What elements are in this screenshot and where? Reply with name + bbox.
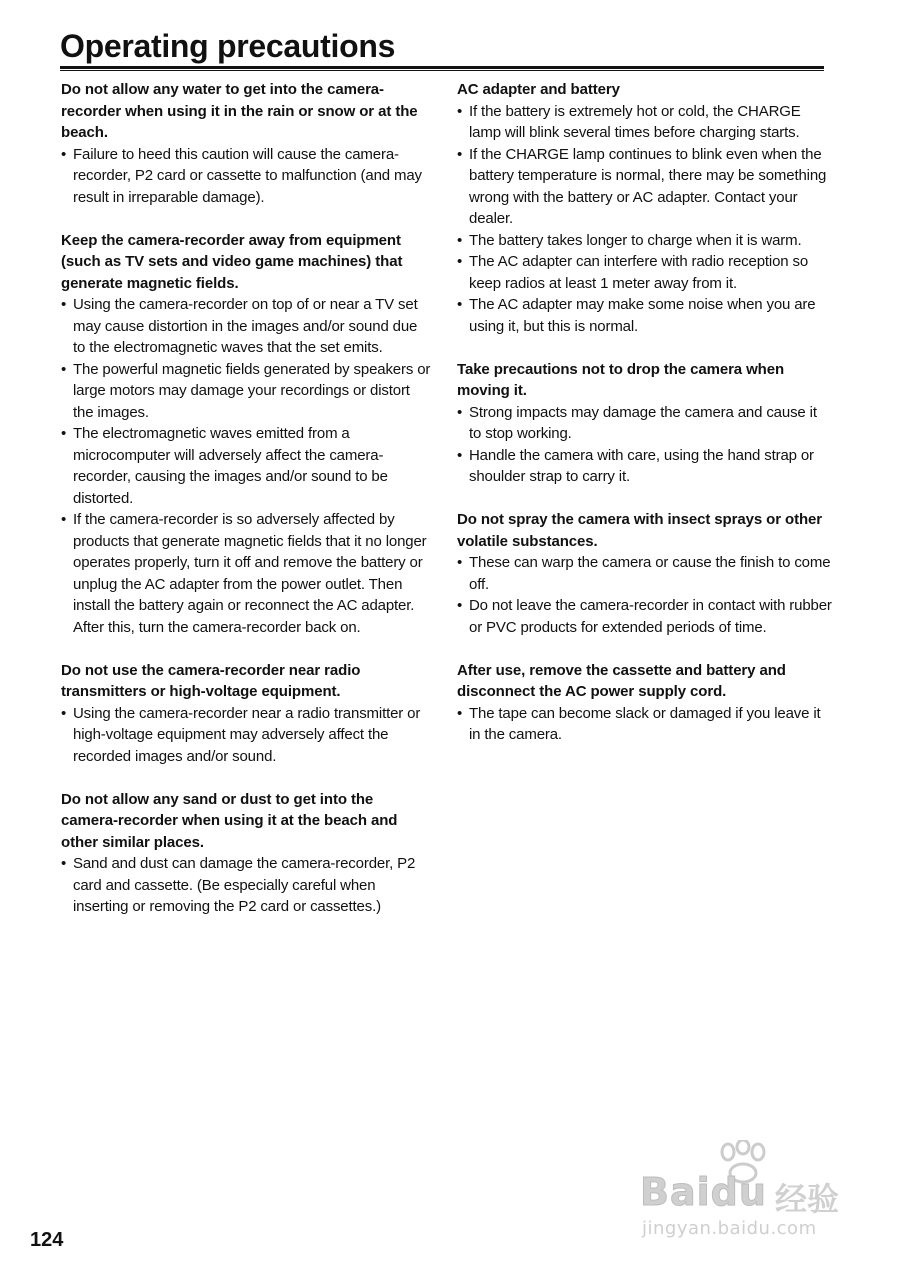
precaution-section bbox=[457, 509, 832, 638]
bullet-list bbox=[61, 853, 433, 918]
precaution-section bbox=[457, 359, 832, 488]
bullet-list bbox=[61, 294, 433, 638]
bullet-item: • Handle the camera with care, using the hand strap or shoulder strap to carry it. bbox=[457, 445, 832, 488]
bullet-item: • The powerful magnetic fields generated by speakers or large motors may damage your recordings or distort the images. bbox=[61, 359, 433, 424]
section-heading: Take precautions not to drop the camera when moving it. bbox=[457, 360, 785, 399]
section-heading: Do not allow any water to get into the camera-recorder when using it in the rain or snow or at the beach. bbox=[61, 81, 418, 141]
watermark-brand: Baidu bbox=[640, 1170, 767, 1214]
bullet-item: • Failure to heed this caution will cause the camera-recorder, P2 card or cassette to malfunction (and may result in irreparable damage). bbox=[61, 144, 433, 209]
precaution-section bbox=[61, 79, 433, 208]
bullet-item: • The AC adapter can interfere with radio reception so keep radios at least 1 meter away from it. bbox=[457, 251, 832, 294]
precaution-section bbox=[457, 79, 832, 337]
precaution-section bbox=[61, 660, 433, 768]
bullet-list bbox=[457, 552, 832, 638]
section-heading: Keep the camera-recorder away from equipment (such as TV sets and video game machines) that generate magnetic fields. bbox=[61, 231, 403, 292]
bullet-list bbox=[61, 144, 433, 209]
bullet-item: • Do not leave the camera-recorder in contact with rubber or PVC products for extended periods of time. bbox=[457, 595, 832, 638]
title-divider bbox=[60, 66, 824, 71]
bullet-item: • If the camera-recorder is so adversely affected by products that generate magnetic fields that it no longer operates properly, turn it off and remove the battery or unplug the AC adapter from the power outlet. Then install the battery again or reconnect the AC adapter. After this, turn the camera-recorder back on. bbox=[61, 509, 433, 638]
precaution-section bbox=[457, 660, 832, 746]
watermark-url: jingyan.baidu.com bbox=[642, 1218, 817, 1239]
bullet-item: • The battery takes longer to charge when it is warm. bbox=[457, 230, 832, 252]
right-column bbox=[457, 79, 832, 767]
precaution-section bbox=[61, 230, 433, 639]
bullet-item: • Using the camera-recorder on top of or near a TV set may cause distortion in the images and/or sound due to the electromagnetic waves that the set emits. bbox=[61, 294, 433, 359]
section-heading: Do not use the camera-recorder near radio transmitters or high-voltage equipment. bbox=[61, 661, 361, 700]
bullet-list bbox=[457, 703, 832, 746]
bullet-item: • The electromagnetic waves emitted from a microcomputer will adversely affect the camera-recorder, causing the images and/or sound to be distorted. bbox=[61, 423, 433, 509]
bullet-item: • If the battery is extremely hot or cold, the CHARGE lamp will blink several times before charging starts. bbox=[457, 101, 832, 144]
watermark-brand-cn: 经验 bbox=[775, 1180, 840, 1218]
page-number: 124 bbox=[30, 1229, 64, 1251]
bullet-item: • These can warp the camera or cause the finish to come off. bbox=[457, 552, 832, 595]
section-heading: Do not allow any sand or dust to get into the camera-recorder when using it at the beach and other similar places. bbox=[61, 790, 398, 851]
bullet-list bbox=[457, 101, 832, 338]
section-heading: After use, remove the cassette and battery and disconnect the AC power supply cord. bbox=[457, 661, 786, 700]
bullet-item: • Using the camera-recorder near a radio transmitter or high-voltage equipment may adversely affect the recorded images and/or sound. bbox=[61, 703, 433, 768]
bullet-list bbox=[61, 703, 433, 768]
left-column bbox=[61, 79, 433, 939]
bullet-item: • The tape can become slack or damaged if you leave it in the camera. bbox=[457, 703, 832, 746]
section-heading: Do not spray the camera with insect sprays or other volatile substances. bbox=[457, 511, 823, 550]
bullet-item: • The AC adapter may make some noise when you are using it, but this is normal. bbox=[457, 294, 832, 337]
section-heading: AC adapter and battery bbox=[457, 81, 620, 98]
bullet-item: • Sand and dust can damage the camera-recorder, P2 card and cassette. (Be especially careful when inserting or removing the P2 card or cassettes.) bbox=[61, 853, 433, 918]
page-title: Operating precautions bbox=[60, 28, 396, 64]
precaution-section bbox=[61, 789, 433, 918]
bullet-item: • Strong impacts may damage the camera and cause it to stop working. bbox=[457, 402, 832, 445]
watermark bbox=[640, 1140, 850, 1240]
bullet-list bbox=[457, 402, 832, 488]
bullet-item: • If the CHARGE lamp continues to blink even when the battery temperature is normal, there may be something wrong with the battery or AC adapter. Contact your dealer. bbox=[457, 144, 832, 230]
